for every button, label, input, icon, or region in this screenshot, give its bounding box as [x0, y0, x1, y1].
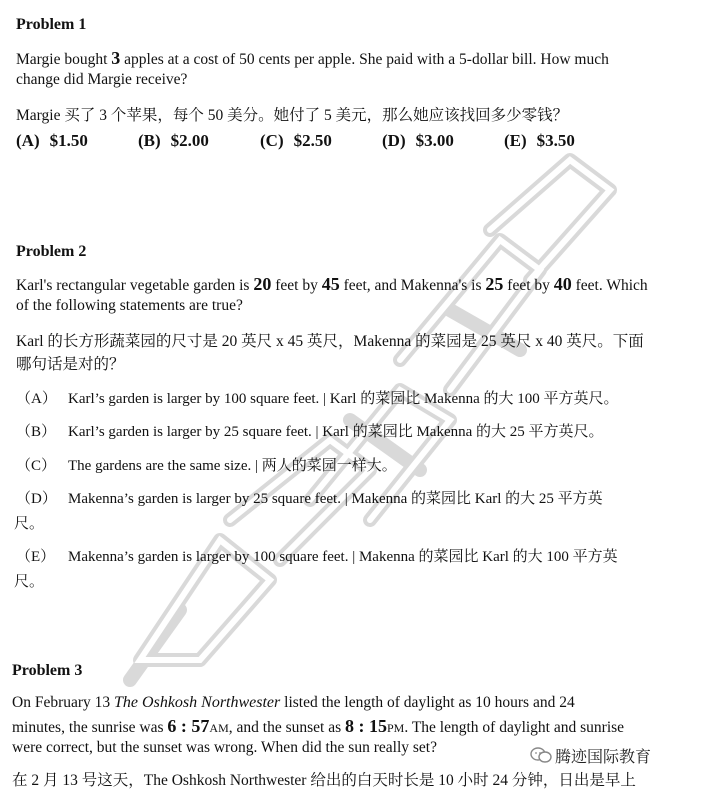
choice-value: $3.50	[536, 131, 575, 150]
problem-2-text-line-1	[16, 274, 648, 295]
choice-a[interactable]	[16, 131, 138, 151]
option-letter: （C）	[16, 458, 57, 474]
wechat-icon	[530, 746, 552, 764]
option-letter: （B）	[16, 424, 57, 440]
option-a[interactable]	[16, 387, 619, 408]
option-e-continuation: 尺。	[14, 574, 45, 590]
option-letter: （E）	[16, 549, 56, 565]
p2-text-c: feet, and Makenna's is	[339, 277, 486, 294]
option-text: The gardens are the same size. | 两人的菜园一样大。	[68, 458, 397, 474]
choice-value: $2.00	[170, 131, 209, 150]
p3-text-c: minutes, the sunrise was	[12, 719, 168, 736]
problem-1-text-line-1	[16, 48, 609, 69]
p3-text-d: , and the sunset as	[228, 719, 345, 736]
p1-text-a: Margie bought	[16, 51, 112, 68]
option-text: Makenna’s garden is larger by 100 square feet. | Makenna 的菜园比 Karl 的大 100 平方英	[68, 549, 618, 565]
choice-letter: (D)	[382, 131, 406, 150]
choice-letter: (A)	[16, 131, 40, 150]
problem-2-chinese-line-1: Karl 的长方形蔬菜园的尺寸是 20 英尺 x 45 英尺，Makenna 的菜园是 25 英尺 x 40 英尺。下面	[16, 333, 644, 350]
problem-3-text-line-3: were correct, but the sunset was wrong. When did the sun really set?	[12, 739, 437, 756]
option-letter: （A）	[16, 391, 57, 407]
p2-number-40: 40	[553, 274, 572, 294]
option-b[interactable]	[16, 420, 604, 441]
choice-e[interactable]	[504, 131, 575, 151]
choice-letter: (E)	[504, 131, 527, 150]
choice-letter: (B)	[138, 131, 161, 150]
brand-logo-text: 腾迹国际教育	[555, 747, 652, 766]
choice-value: $3.00	[415, 131, 454, 150]
problem-2-chinese-line-2: 哪句话是对的？	[16, 356, 125, 373]
p3-text-e: . The length of daylight and sunrise	[404, 719, 625, 736]
option-text: Karl’s garden is larger by 100 square feet. | Karl 的菜园比 Makenna 的大 100 平方英尺。	[68, 391, 619, 407]
choice-d[interactable]	[382, 131, 504, 151]
problem-2-text-line-2: of the following statements are true?	[16, 297, 243, 314]
p2-text-a: Karl's rectangular vegetable garden is	[16, 277, 254, 294]
option-d-continuation: 尺。	[14, 516, 45, 532]
problem-1-title: Problem 1	[16, 16, 87, 33]
p1-text-b: apples at a cost of 50 cents per apple. She paid with a 5-dollar bill. How much	[120, 51, 609, 68]
p2-number-45: 45	[321, 274, 340, 294]
p2-text-b: feet by	[271, 277, 322, 294]
problem-2-title: Problem 2	[16, 243, 87, 260]
choice-value: $1.50	[49, 131, 88, 150]
newspaper-name: The Oshkosh Northwester	[114, 694, 281, 711]
am-label: AM	[209, 721, 229, 735]
problem-3-text-line-2	[12, 716, 624, 737]
p2-text-e: feet. Which	[571, 277, 648, 294]
p2-text-d: feet by	[503, 277, 554, 294]
problem-3-title: Problem 3	[12, 662, 83, 679]
choice-c[interactable]	[260, 131, 382, 151]
option-c[interactable]	[16, 454, 397, 475]
problem-1-chinese: Margie 买了 3 个苹果，每个 50 美分。她付了 5 美元，那么她应该找回多少零钱？	[16, 107, 569, 124]
option-d[interactable]	[16, 487, 603, 508]
p3-text-a: On February 13	[12, 694, 115, 711]
choice-letter: (C)	[260, 131, 284, 150]
option-text: Karl’s garden is larger by 25 square feet. | Karl 的菜园比 Makenna 的大 25 平方英尺。	[68, 424, 604, 440]
p1-number-3: 3	[111, 48, 121, 68]
p3-text-b: listed the length of daylight as 10 hours and 24	[280, 694, 575, 711]
problem-3-chinese: 在 2 月 13 号这天，The Oshkosh Northwester 给出的白天时长是 10 小时 24 分钟，日出是早上	[12, 772, 636, 789]
choice-value: $2.50	[293, 131, 332, 150]
sunset-time: 8 : 15	[345, 716, 387, 736]
choice-b[interactable]	[138, 131, 260, 151]
pm-label: PM	[387, 721, 405, 735]
option-e[interactable]	[16, 545, 618, 566]
option-letter: （D）	[16, 491, 57, 507]
p2-number-25: 25	[485, 274, 504, 294]
option-text: Makenna’s garden is larger by 25 square feet. | Makenna 的菜园比 Karl 的大 25 平方英	[68, 491, 603, 507]
p2-number-20: 20	[253, 274, 272, 294]
problem-1-choices	[16, 131, 575, 151]
sunrise-time: 6 : 57	[167, 716, 210, 736]
problem-1-text-line-2: change did Margie receive?	[16, 71, 188, 88]
problem-3-text-line-1	[12, 694, 575, 712]
